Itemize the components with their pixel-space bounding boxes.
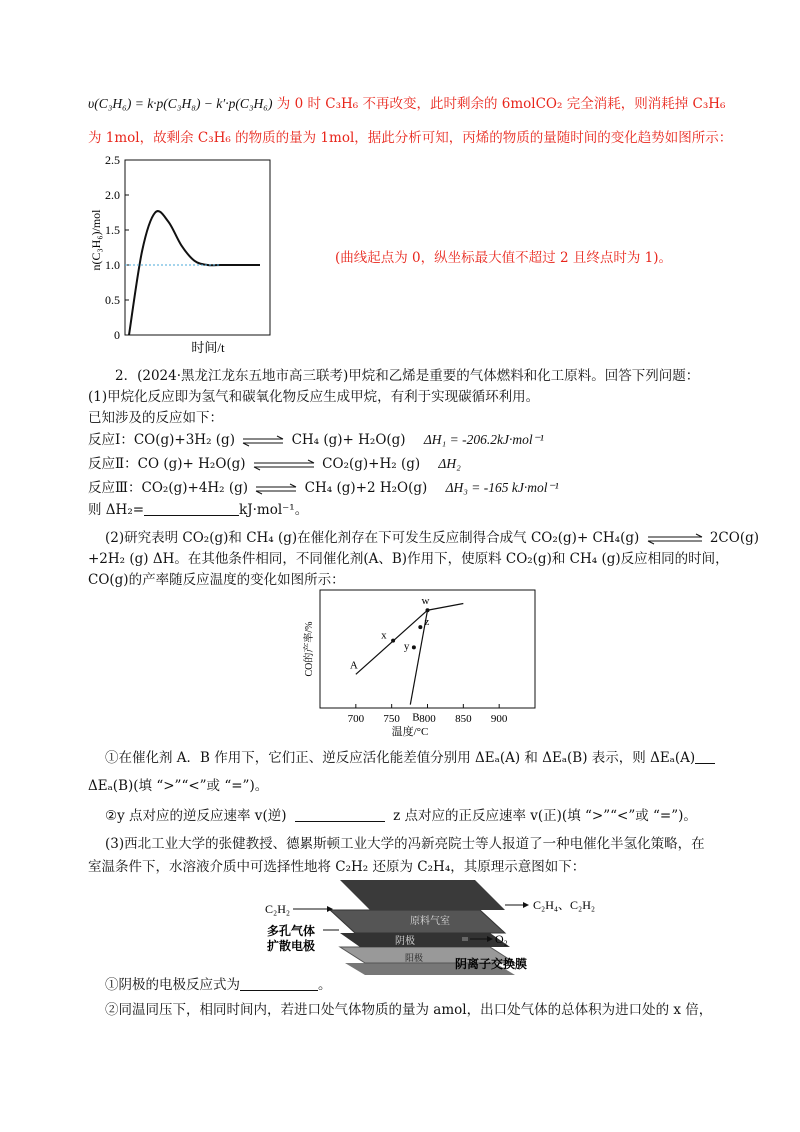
chart2-lines <box>347 603 463 725</box>
q2-p3a <box>105 528 759 548</box>
chart1-y-label: n(C₃H₆)/mol <box>89 209 103 271</box>
reaction-1-dh: ΔH₁ = -206.2kJ·mol⁻¹ <box>423 432 544 447</box>
chart2-point-w <box>426 608 430 612</box>
ask-dh2-post: kJ·mol⁻¹。 <box>239 502 309 518</box>
rate-formula: υ(C₃H₆) = k·p(C₃H₈) − k′·p(C₃H₆) <box>88 96 273 111</box>
chart2-series-label-B: B <box>412 711 420 724</box>
propylene-chart <box>88 150 328 355</box>
chart2-point-label-x: x <box>381 629 387 642</box>
reaction-1-right: CH₄ (g)+ H₂O(g) <box>291 432 406 448</box>
answer-blank[interactable] <box>295 807 385 822</box>
q2-p3a-right: 2CO(g) <box>709 530 760 546</box>
q2-p2: 已知涉及的反应如下： <box>88 410 223 426</box>
chart1-frame <box>125 160 270 335</box>
chamber-label: 原料气室 <box>410 916 450 927</box>
chart1-note: (曲线起点为 0，纵坐标最大值不超过 2 且终点时为 1)。 <box>335 250 672 266</box>
equilibrium-arrow-icon <box>252 459 316 471</box>
chart2-series-A <box>356 603 463 674</box>
answer-blank[interactable] <box>240 976 318 991</box>
chart1-series-line <box>129 211 260 335</box>
sub-question-1a <box>105 748 715 768</box>
q2-heading: 2．(2024·黑龙江龙东五地市高三联考)甲烷和乙烯是重要的气体燃料和化工原料。回答下列问题： <box>115 368 700 384</box>
outlet-label: C₂H₄、C₂H₂ <box>533 898 596 912</box>
sub-question-3 <box>105 975 332 995</box>
chart1-x-label: 时间/t <box>191 340 225 355</box>
o2-label: O₂ <box>495 932 508 946</box>
reaction-3-dh: ΔH₃ = -165 kJ·mol⁻¹ <box>445 480 559 495</box>
chart2-point-label-w: w <box>421 595 430 608</box>
chart2-points <box>381 595 429 652</box>
chart2-point-y <box>412 645 416 649</box>
reaction-1 <box>88 430 544 450</box>
sub-question-3-text: ①阴极的电极反应式为 <box>105 977 240 993</box>
cathode-label: 阴极 <box>395 936 415 947</box>
equilibrium-arrow-icon <box>254 483 298 495</box>
sub-question-2-post: z 点对应的正反应速率 v(正)(填 “>”“<”或 “=”)。 <box>393 808 697 824</box>
chart2-x-tick-label: 850 <box>455 713 472 725</box>
intro-line-1 <box>88 94 725 114</box>
chart1-y-tick-label: 1.0 <box>105 258 120 272</box>
reaction-2-right: CO₂(g)+H₂ (g) <box>322 456 421 472</box>
reaction-2 <box>88 454 461 474</box>
porous-label-2: 扩散电极 <box>267 939 316 953</box>
reaction-2-dh: ΔH₂ <box>438 456 461 471</box>
chart1-y-tick-label: 0.5 <box>105 293 120 307</box>
membrane-label: 阴离子交换膜 <box>455 957 528 971</box>
ask-dh2-pre: 则 ΔH₂= <box>88 502 145 518</box>
sub-question-3-post: 。 <box>318 977 332 993</box>
reaction-3-right: CH₄ (g)+2 H₂O(g) <box>304 480 428 496</box>
chamber-plate-top <box>340 880 505 910</box>
sub-question-1a-text: ①在催化剂 A．B 作用下，它们正、逆反应活化能差值分别用 ΔEₐ(A) 和 ΔEₐ(B) 表示，则 ΔEₐ(A) <box>105 750 696 766</box>
ask-dh2 <box>88 500 308 520</box>
porous-label-1: 多孔气体 <box>267 924 316 938</box>
chart2-x-tick-label: 900 <box>490 713 508 725</box>
answer-blank[interactable] <box>144 501 239 516</box>
equilibrium-arrow-icon <box>646 533 704 545</box>
chart2-point-z <box>418 625 422 629</box>
chart2-series-label-A: A <box>349 659 358 672</box>
q2-p3c: CO(g)的产率随反应温度的变化如图所示： <box>88 572 345 588</box>
anode-label: 阳极 <box>405 953 424 963</box>
chart1-y-tick-label: 2.0 <box>105 188 120 202</box>
intro-line-2: 为 1mol，故剩余 C₃H₆ 的物质的量为 1mol，据此分析可知，丙烯的物质的量随时间的变化趋势如图所示： <box>88 130 733 146</box>
chart1-axes <box>125 160 270 335</box>
electrolysis-device-diagram <box>265 875 596 985</box>
chart2-point-label-y: y <box>403 640 410 653</box>
reaction-3 <box>88 478 559 498</box>
inlet-label: C₂H₂ <box>265 902 291 916</box>
chart2-ticks <box>348 704 508 725</box>
q2-p3b: +2H₂ (g) ΔH。在其他条件相同，不同催化剂(A、B)作用下，使原料 CO₂(g)和 CH₄ (g)反应相同的时间， <box>88 551 729 567</box>
sub-question-1b: ΔEₐ(B)(填 “>”“<”或 “=”)。 <box>88 778 269 794</box>
q2-p1: (1)甲烷化反应即为氢气和碳氧化物反应生成甲烷，有利于实现碳循环利用。 <box>88 389 540 405</box>
chart2-x-tick-label: 800 <box>419 713 436 725</box>
q2-p4a: (3)西北工业大学的张健教授、德累斯顿工业大学的冯新亮院士等人报道了一种电催化半氢化策略，在 <box>105 836 705 852</box>
chart1-y-tick-label: 0 <box>114 328 120 342</box>
sub-question-2-text: ②y 点对应的逆反应速率 v(逆) <box>105 808 287 824</box>
equilibrium-arrow-icon <box>241 435 285 447</box>
intro-text-1: 为 0 时 C₃H₆ 不再改变，此时剩余的 6molCO₂ 完全消耗，则消耗掉 C₃H₆ <box>276 96 726 112</box>
sub-question-4: ②同温同压下，相同时间内，若进口处气体物质的量为 amol，出口处气体的总体积为进口处的 x 倍， <box>105 1002 713 1018</box>
chart2-x-tick-label: 700 <box>347 713 365 725</box>
chart2-x-tick-label: 750 <box>383 713 400 725</box>
cathode-plate <box>340 933 510 947</box>
chart2-x-label: 温度/°C <box>391 726 429 738</box>
q2-p3a-text: (2)研究表明 CO₂(g)和 CH₄ (g)在催化剂存在下可发生反应制得合成气 CO₂(g)+ CH₄(g) <box>105 530 640 546</box>
chart2-point-x <box>391 639 395 643</box>
answer-blank[interactable] <box>695 749 715 764</box>
reaction-1-left: 反应Ⅰ：CO(g)+3H₂ (g) <box>88 432 235 448</box>
q2-p4b: 室温条件下，水溶液介质中可选择性地将 C₂H₂ 还原为 C₂H₄，其原理示意图如下： <box>88 859 586 875</box>
chart1-y-tick-label: 2.5 <box>105 153 120 167</box>
chart2-y-label: CO的产率/% <box>304 621 315 677</box>
chart2-frame <box>320 590 535 708</box>
chart1-y-tick-label: 1.5 <box>105 223 120 237</box>
reaction-2-left: 反应Ⅱ：CO (g)+ H₂O(g) <box>88 456 246 472</box>
reaction-3-left: 反应Ⅲ：CO₂(g)+4H₂ (g) <box>88 480 249 496</box>
co-yield-chart <box>300 585 540 740</box>
sub-question-2 <box>105 806 697 826</box>
chart2-point-label-z: z <box>424 616 430 629</box>
